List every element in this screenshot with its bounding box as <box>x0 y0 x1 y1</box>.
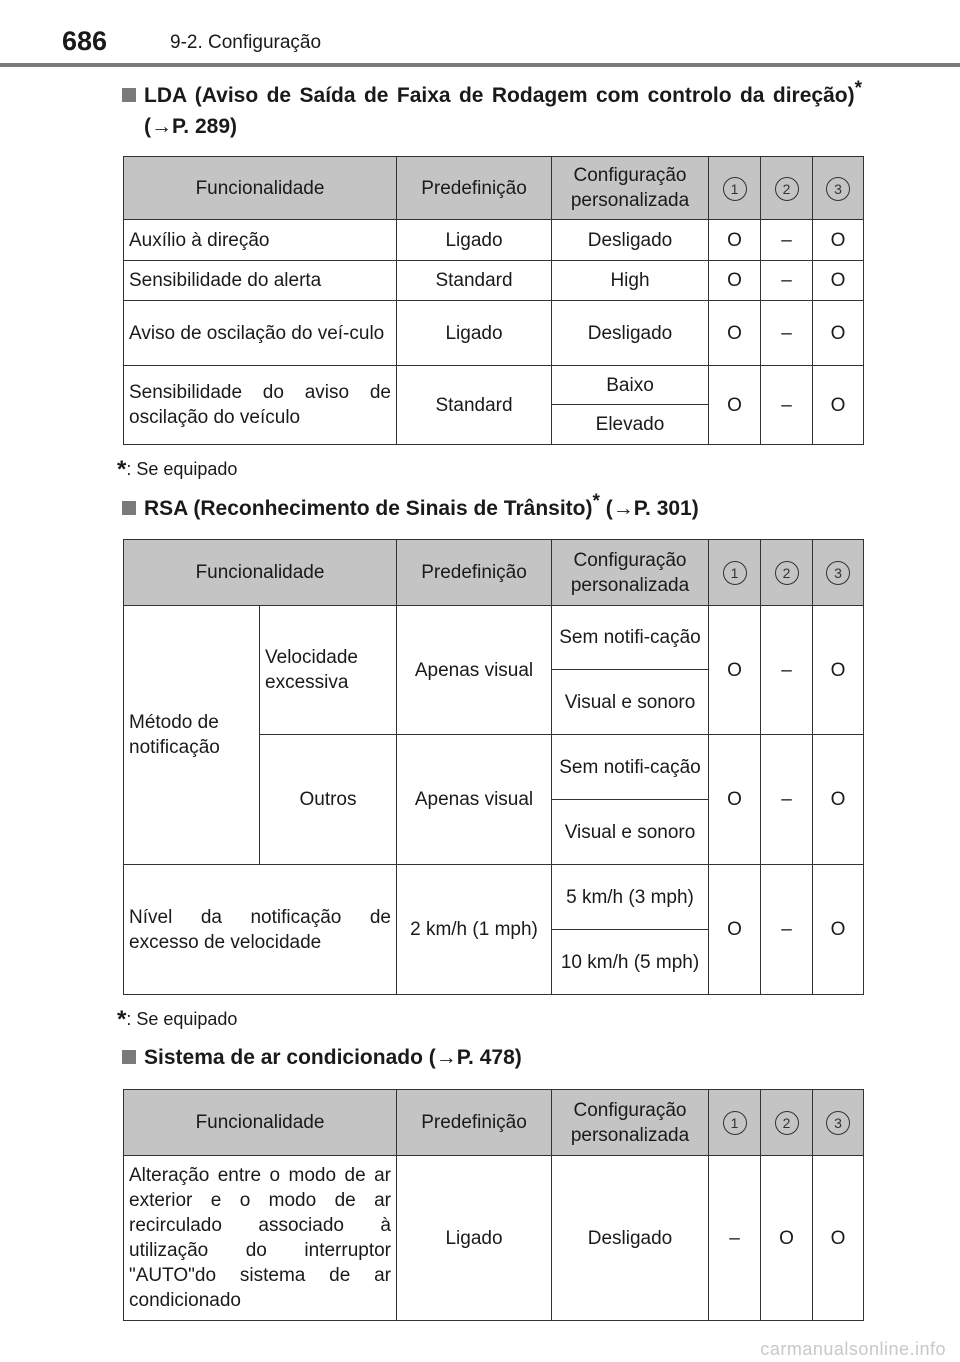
number-1-circle-icon: 1 <box>723 177 747 201</box>
setting-1-cell: O <box>709 220 761 261</box>
lda-header-row <box>124 157 864 220</box>
col-1 <box>709 157 761 220</box>
setting-3-cell: O <box>813 261 864 301</box>
square-bullet-icon <box>122 501 136 515</box>
setting-2-cell: O <box>761 1156 813 1321</box>
custom-cell: Desligado <box>552 1156 709 1321</box>
section-title: 9-2. Configuração <box>170 32 322 53</box>
lda-asterisk: * <box>854 78 862 99</box>
col-2 <box>761 157 813 220</box>
setting-1-cell: O <box>709 261 761 301</box>
lda-footnote: *: Se equipado <box>117 456 238 483</box>
col-1 <box>709 1090 761 1156</box>
subfeature-cell: Outros <box>260 735 397 865</box>
number-2-circle-icon: 2 <box>775 1111 799 1135</box>
col-feature: Funcionalidade <box>124 1090 397 1156</box>
feature-cell: Nível da notificação de excesso de velocidade <box>124 865 397 995</box>
col-2 <box>761 540 813 606</box>
default-cell: 2 km/h (1 mph) <box>397 865 552 995</box>
setting-3-cell: O <box>813 220 864 261</box>
col-default: Predefinição <box>397 157 552 220</box>
setting-1-cell: O <box>709 865 761 995</box>
rsa-asterisk: * <box>592 491 600 512</box>
default-cell: Ligado <box>397 220 552 261</box>
number-3-circle-icon: 3 <box>826 1111 850 1135</box>
default-cell: Ligado <box>397 301 552 366</box>
setting-2-cell: – <box>761 606 813 735</box>
default-cell: Standard <box>397 366 552 445</box>
custom-cell: Visual e sonoro <box>552 670 709 735</box>
col-custom: Configuração personalizada <box>552 540 709 606</box>
lda-table <box>123 156 864 445</box>
setting-1-cell: O <box>709 366 761 445</box>
setting-1-cell: – <box>709 1156 761 1321</box>
table-row <box>124 865 864 930</box>
default-cell: Standard <box>397 261 552 301</box>
setting-3-cell: O <box>813 1156 864 1321</box>
setting-3-cell: O <box>813 865 864 995</box>
square-bullet-icon <box>122 1050 136 1064</box>
setting-1-cell: O <box>709 735 761 865</box>
col-custom: Configuração personalizada <box>552 157 709 220</box>
number-1-circle-icon: 1 <box>723 1111 747 1135</box>
setting-2-cell: – <box>761 366 813 445</box>
ac-title: Sistema de ar condicionado <box>144 1046 423 1069</box>
setting-3-cell: O <box>813 735 864 865</box>
rsa-page-ref[interactable]: (→P. 301) <box>605 497 699 520</box>
col-feature: Funcionalidade <box>124 157 397 220</box>
default-cell: Apenas visual <box>397 735 552 865</box>
number-3-circle-icon: 3 <box>826 561 850 585</box>
col-2 <box>761 1090 813 1156</box>
custom-cell: Elevado <box>552 405 709 445</box>
feature-cell: Auxílio à direção <box>124 220 397 261</box>
custom-cell: 5 km/h (3 mph) <box>552 865 709 930</box>
rsa-table <box>123 539 864 995</box>
number-3-circle-icon: 3 <box>826 177 850 201</box>
rsa-header-row <box>124 540 864 606</box>
subfeature-cell: Velocidade excessiva <box>260 606 397 735</box>
setting-3-cell: O <box>813 366 864 445</box>
rsa-heading <box>122 493 862 524</box>
setting-2-cell: – <box>761 301 813 366</box>
col-custom: Configuração personalizada <box>552 1090 709 1156</box>
custom-cell: High <box>552 261 709 301</box>
ac-table <box>123 1089 864 1321</box>
lda-title: LDA (Aviso de Saída de Faixa de Rodagem com controlo da direção) <box>144 84 855 107</box>
page-number: 686 <box>62 26 108 56</box>
table-row <box>124 366 864 405</box>
default-cell: Ligado <box>397 1156 552 1321</box>
table-row <box>124 261 864 301</box>
col-default: Predefinição <box>397 540 552 606</box>
setting-1-cell: O <box>709 301 761 366</box>
feature-cell: Sensibilidade do aviso de oscilação do veículo <box>124 366 397 445</box>
custom-cell: Desligado <box>552 301 709 366</box>
col-feature: Funcionalidade <box>124 540 397 606</box>
feature-cell: Aviso de oscilação do veí-culo <box>124 301 397 366</box>
square-bullet-icon <box>122 88 136 102</box>
setting-1-cell: O <box>709 606 761 735</box>
col-default: Predefinição <box>397 1090 552 1156</box>
col-3 <box>813 1090 864 1156</box>
table-row <box>124 220 864 261</box>
table-row <box>124 606 864 670</box>
custom-cell: Desligado <box>552 220 709 261</box>
col-3 <box>813 540 864 606</box>
setting-3-cell: O <box>813 606 864 735</box>
setting-3-cell: O <box>813 301 864 366</box>
number-2-circle-icon: 2 <box>775 177 799 201</box>
ac-header-row <box>124 1090 864 1156</box>
number-1-circle-icon: 1 <box>723 561 747 585</box>
custom-cell: Sem notifi-cação <box>552 735 709 800</box>
col-3 <box>813 157 864 220</box>
custom-cell: Sem notifi-cação <box>552 606 709 670</box>
setting-2-cell: – <box>761 735 813 865</box>
page-header <box>0 0 960 70</box>
lda-page-ref[interactable]: (→P. 289) <box>144 115 237 138</box>
ac-page-ref[interactable]: (→P. 478) <box>428 1046 522 1069</box>
setting-2-cell: – <box>761 865 813 995</box>
feature-cell: Alteração entre o modo de ar exterior e o modo de ar recirculado associado à utilização do interruptor "AUTO"do sistema de ar condicionado <box>124 1156 397 1321</box>
custom-cell: Visual e sonoro <box>552 800 709 865</box>
default-cell: Apenas visual <box>397 606 552 735</box>
lda-heading <box>122 80 862 142</box>
header-rule <box>0 63 960 67</box>
feature-cell: Sensibilidade do alerta <box>124 261 397 301</box>
table-row <box>124 1156 864 1321</box>
setting-2-cell: – <box>761 261 813 301</box>
rsa-footnote: *: Se equipado <box>117 1006 238 1033</box>
ac-heading <box>122 1042 862 1073</box>
col-1 <box>709 540 761 606</box>
table-row <box>124 301 864 366</box>
custom-cell: Baixo <box>552 366 709 405</box>
number-2-circle-icon: 2 <box>775 561 799 585</box>
watermark: carmanualsonline.info <box>760 1339 946 1359</box>
group-label-cell: Método de notificação <box>124 606 260 865</box>
custom-cell: 10 km/h (5 mph) <box>552 930 709 995</box>
rsa-title: RSA (Reconhecimento de Sinais de Trânsito) <box>144 497 593 520</box>
setting-2-cell: – <box>761 220 813 261</box>
